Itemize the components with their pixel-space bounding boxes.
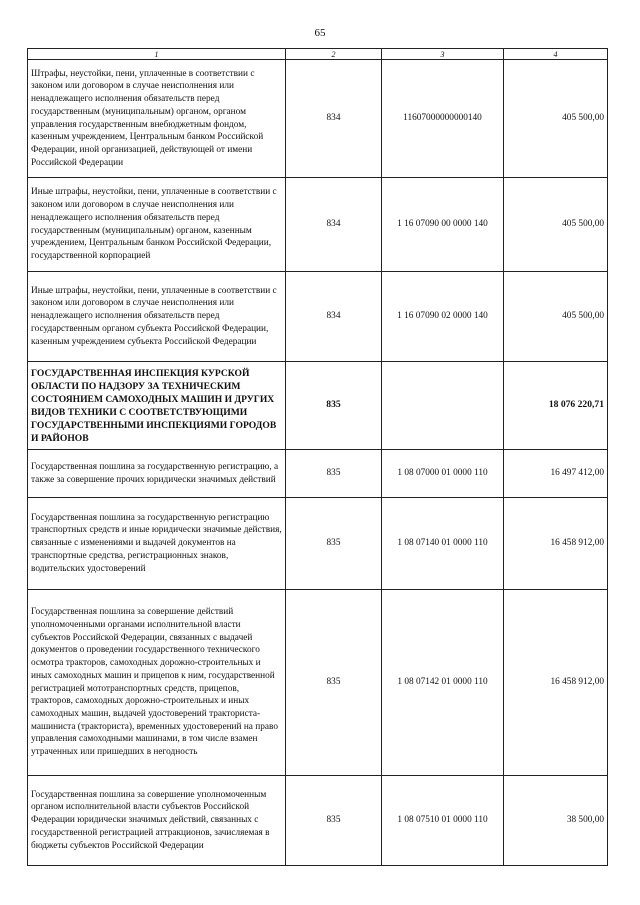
table-row-bold — [28, 362, 608, 450]
table-header-row — [28, 49, 608, 60]
row-admin-code: 835 — [286, 590, 382, 776]
row-amount: 16 458 912,00 — [504, 498, 608, 590]
row-amount: 18 076 220,71 — [504, 362, 608, 450]
row-amount: 405 500,00 — [504, 272, 608, 362]
row-kbk-code: 1 08 07140 01 0000 110 — [382, 498, 504, 590]
row-amount: 38 500,00 — [504, 776, 608, 866]
row-kbk-code: 11607000000000140 — [382, 60, 504, 178]
table-row — [28, 272, 608, 362]
column-header-1: 1 — [28, 49, 286, 60]
table-row — [28, 178, 608, 272]
row-amount: 16 497 412,00 — [504, 450, 608, 498]
row-kbk-code — [382, 362, 504, 450]
row-admin-code: 834 — [286, 272, 382, 362]
table-row — [28, 590, 608, 776]
row-name: Иные штрафы, неустойки, пени, уплаченные в соответствии с законом или договором в случае неисполнения или ненадлежащего исполнения обязательств перед государственным (муниципальным) органом, казенным учреждением, Центральным банком Российской Федерации, государственной корпорацией — [28, 178, 286, 272]
column-header-2: 2 — [286, 49, 382, 60]
row-name: Государственная пошлина за государственную регистрацию транспортных средств и иные юридически значимые действия, связанные с изменениями и выдачей документов на транспортные средства, регистрационных знаков, водительских удостоверений — [28, 498, 286, 590]
column-header-3: 3 — [382, 49, 504, 60]
budget-revenue-table — [27, 48, 608, 866]
row-name: Государственная пошлина за государственную регистрацию, а также за совершение прочих юридически значимых действий — [28, 450, 286, 498]
row-admin-code: 835 — [286, 362, 382, 450]
row-kbk-code: 1 08 07510 01 0000 110 — [382, 776, 504, 866]
row-name: Государственная пошлина за совершение уполномоченным органом исполнительной власти субъектов Российской Федерации юридически значимых действий, связанных с государственной регистрацией аттракционов, зачисляемая в бюджеты субъектов Российской Федерации — [28, 776, 286, 866]
row-kbk-code: 1 08 07000 01 0000 110 — [382, 450, 504, 498]
row-kbk-code: 1 08 07142 01 0000 110 — [382, 590, 504, 776]
row-amount: 16 458 912,00 — [504, 590, 608, 776]
page-number: 65 — [314, 27, 326, 39]
row-admin-code: 835 — [286, 450, 382, 498]
row-name: Государственная пошлина за совершение действий уполномоченными органами исполнительной власти субъектов Российской Федерации, связанных с выдачей документов о проведении государственного технического осмотра тракторов, самоходных дорожно-строительных и иных самоходных машин и прицепов к ним, государственной регистрацией мототранспортных средств, прицепов, тракторов, самоходных дорожно-строительных и иных самоходных машин, выдачей удостоверений тракториста-машиниста (тракториста), временных удостоверений на право управления самоходными машинами, в том числе взамен утраченных или пришедших в негодность — [28, 590, 286, 776]
row-amount: 405 500,00 — [504, 178, 608, 272]
table-row — [28, 776, 608, 866]
row-name: Иные штрафы, неустойки, пени, уплаченные в соответствии с законом или договором в случае неисполнения или ненадлежащего исполнения обязательств перед государственным органом субъекта Российской Федерации, казенным учреждением субъекта Российской Федерации — [28, 272, 286, 362]
row-admin-code: 835 — [286, 498, 382, 590]
row-kbk-code: 1 16 07090 02 0000 140 — [382, 272, 504, 362]
row-name: Штрафы, неустойки, пени, уплаченные в соответствии с законом или договором в случае неисполнения или ненадлежащего исполнения обязательств перед государственным (муниципальным) органом, органом управления государственным внебюджетным фондом, казенным учреждением, Центральным банком Российской Федерации, иной организацией, действующей от имени Российской Федерации — [28, 60, 286, 178]
row-admin-code: 834 — [286, 178, 382, 272]
row-admin-code: 834 — [286, 60, 382, 178]
column-header-4: 4 — [504, 49, 608, 60]
table-row — [28, 498, 608, 590]
row-amount: 405 500,00 — [504, 60, 608, 178]
table-row — [28, 450, 608, 498]
table-row — [28, 60, 608, 178]
row-admin-code: 835 — [286, 776, 382, 866]
row-kbk-code: 1 16 07090 00 0000 140 — [382, 178, 504, 272]
row-name: ГОСУДАРСТВЕННАЯ ИНСПЕКЦИЯ КУРСКОЙ ОБЛАСТИ ПО НАДЗОРУ ЗА ТЕХНИЧЕСКИМ СОСТОЯНИЕМ САМОХОДНЫХ МАШИН И ДРУГИХ ВИДОВ ТЕХНИКИ С СООТВЕТСТВУЮЩИМИ ГОСУДАРСТВЕННЫМИ ИНСПЕКЦИЯМИ ГОРОДОВ И РАЙОНОВ — [28, 362, 286, 450]
